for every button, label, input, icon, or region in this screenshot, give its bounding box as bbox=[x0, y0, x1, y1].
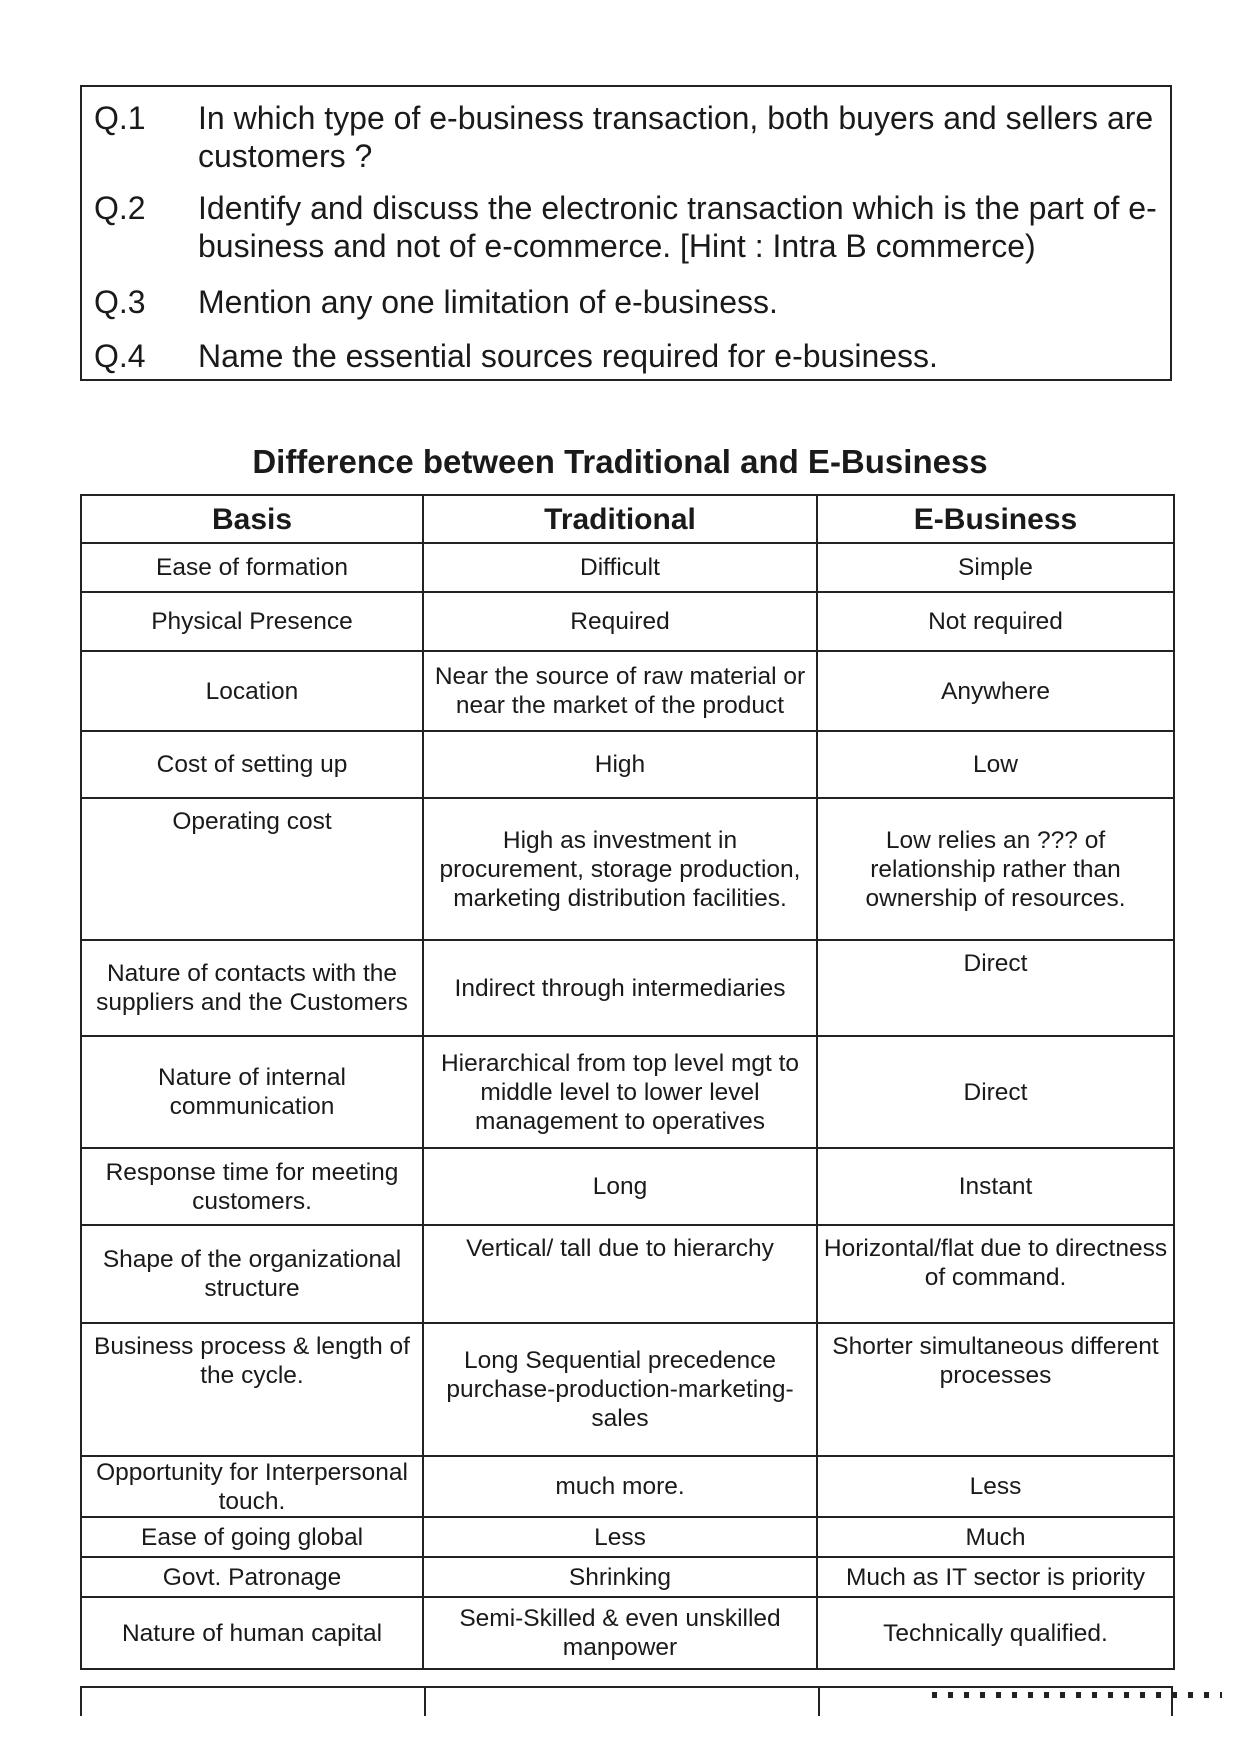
traditional-cell: Near the source of raw material or near the market of the product bbox=[423, 651, 817, 731]
traditional-cell: much more. bbox=[423, 1456, 817, 1517]
column-divider bbox=[424, 1688, 426, 1716]
traditional-cell: Long Sequential precedence purchase-production-marketing-sales bbox=[423, 1323, 817, 1456]
basis-cell: Shape of the organizational structure bbox=[81, 1225, 423, 1323]
basis-cell: Nature of contacts with the suppliers and the Customers bbox=[81, 940, 423, 1036]
traditional-cell: Indirect through intermediaries bbox=[423, 940, 817, 1036]
ebusiness-cell: Not required bbox=[817, 592, 1174, 651]
header-basis: Basis bbox=[81, 495, 423, 543]
traditional-cell: Semi-Skilled & even unskilled manpower bbox=[423, 1597, 817, 1669]
basis-cell: Ease of formation bbox=[81, 543, 423, 592]
ebusiness-cell: Less bbox=[817, 1456, 1174, 1517]
traditional-cell: Vertical/ tall due to hierarchy bbox=[423, 1225, 817, 1323]
table-row bbox=[81, 1148, 1174, 1225]
ebusiness-cell: Technically qualified. bbox=[817, 1597, 1174, 1669]
traditional-cell: High bbox=[423, 731, 817, 798]
header-row bbox=[81, 495, 1174, 543]
ebusiness-cell: Low bbox=[817, 731, 1174, 798]
basis-cell: Govt. Patronage bbox=[81, 1557, 423, 1597]
question-number: Q.2 bbox=[94, 190, 146, 226]
cropped-text-fragment bbox=[932, 1692, 1222, 1698]
basis-cell: Ease of going global bbox=[81, 1517, 423, 1557]
basis-cell: Location bbox=[81, 651, 423, 731]
basis-cell: Opportunity for Interpersonal touch. bbox=[81, 1456, 423, 1517]
ebusiness-cell: Simple bbox=[817, 543, 1174, 592]
header-traditional: Traditional bbox=[423, 495, 817, 543]
table-row bbox=[81, 798, 1174, 940]
basis-cell: Physical Presence bbox=[81, 592, 423, 651]
questions-box bbox=[80, 85, 1172, 381]
ebusiness-cell: Much bbox=[817, 1517, 1174, 1557]
question-number: Q.1 bbox=[94, 100, 146, 136]
header-ebusiness: E-Business bbox=[817, 495, 1174, 543]
traditional-cell: High as investment in procurement, storage production, marketing distribution facilities. bbox=[423, 798, 817, 940]
table-row bbox=[81, 651, 1174, 731]
table-row bbox=[81, 1225, 1174, 1323]
table-row bbox=[81, 1323, 1174, 1456]
ebusiness-cell: Anywhere bbox=[817, 651, 1174, 731]
basis-cell: Operating cost bbox=[81, 798, 423, 940]
table-row bbox=[81, 1557, 1174, 1597]
basis-cell: Business process & length of the cycle. bbox=[81, 1323, 423, 1456]
question-text: Name the essential sources required for e-business. bbox=[198, 338, 938, 374]
ebusiness-cell: Direct bbox=[817, 1036, 1174, 1148]
basis-cell: Cost of setting up bbox=[81, 731, 423, 798]
ebusiness-cell: Shorter simultaneous different processes bbox=[817, 1323, 1174, 1456]
traditional-cell: Hierarchical from top level mgt to middle level to lower level management to operatives bbox=[423, 1036, 817, 1148]
table-row bbox=[81, 731, 1174, 798]
question-number: Q.3 bbox=[94, 284, 146, 320]
table-row bbox=[81, 543, 1174, 592]
ebusiness-cell: Instant bbox=[817, 1148, 1174, 1225]
question-text: Identify and discuss the electronic transaction which is the part of e-business and not of e-commerce. [Hint : Intra B commerce) bbox=[198, 190, 1157, 264]
table-row bbox=[81, 1036, 1174, 1148]
table-row bbox=[81, 940, 1174, 1036]
ebusiness-cell: Direct bbox=[817, 940, 1174, 1036]
basis-cell: Nature of human capital bbox=[81, 1597, 423, 1669]
traditional-cell: Difficult bbox=[423, 543, 817, 592]
question-number: Q.4 bbox=[94, 338, 146, 374]
traditional-cell: Long bbox=[423, 1148, 817, 1225]
table-row bbox=[81, 1597, 1174, 1669]
ebusiness-cell: Low relies an ??? of relationship rather than ownership of resources. bbox=[817, 798, 1174, 940]
basis-cell: Nature of internal communication bbox=[81, 1036, 423, 1148]
table-title: Difference between Traditional and E-Business bbox=[252, 443, 988, 480]
comparison-table bbox=[80, 494, 1175, 1670]
table-row bbox=[81, 1517, 1174, 1557]
traditional-cell: Required bbox=[423, 592, 817, 651]
ebusiness-cell: Horizontal/flat due to directness of command. bbox=[817, 1225, 1174, 1323]
question-text: In which type of e-business transaction, both buyers and sellers are customers ? bbox=[198, 100, 1154, 174]
table-row bbox=[81, 592, 1174, 651]
basis-cell: Response time for meeting customers. bbox=[81, 1148, 423, 1225]
traditional-cell: Less bbox=[423, 1517, 817, 1557]
column-divider bbox=[818, 1688, 820, 1716]
traditional-cell: Shrinking bbox=[423, 1557, 817, 1597]
ebusiness-cell: Much as IT sector is priority bbox=[817, 1557, 1174, 1597]
question-text: Mention any one limitation of e-business. bbox=[198, 284, 778, 320]
cut-off-table-row bbox=[80, 1686, 1173, 1716]
table-row bbox=[81, 1456, 1174, 1517]
